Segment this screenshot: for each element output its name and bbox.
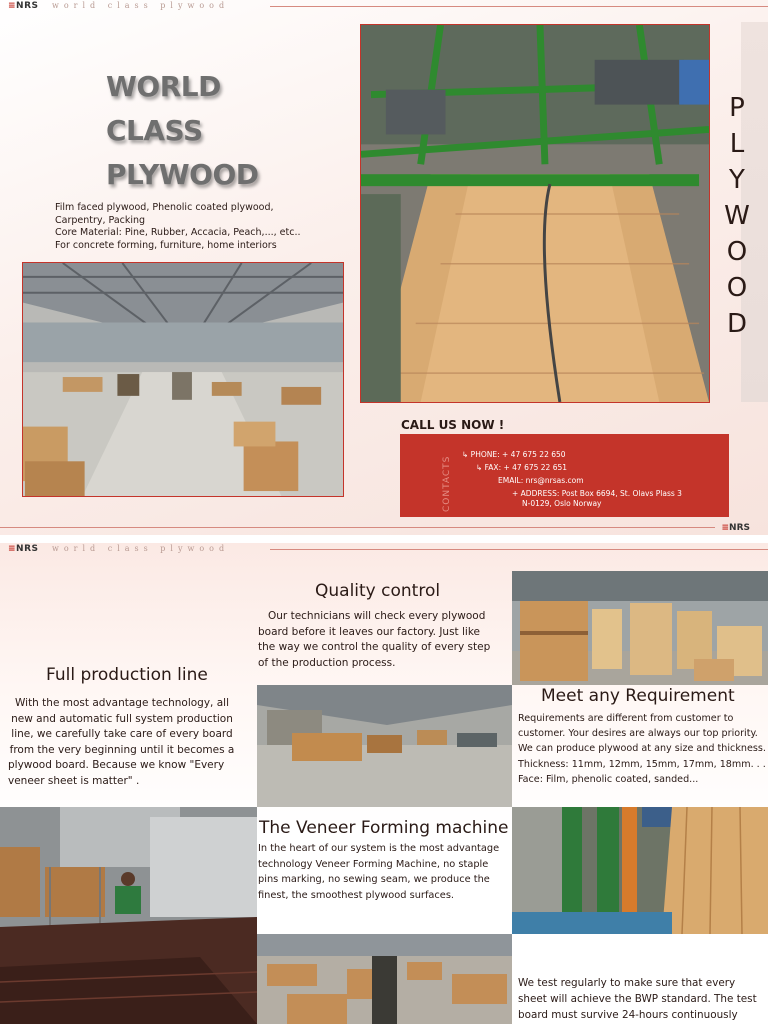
text-line: plywood board. Because we know "Every	[8, 759, 225, 771]
brand-logo: ≡NRS	[8, 544, 39, 554]
header-rule	[270, 549, 768, 550]
text-line: finest, the smoothest plywood surfaces.	[258, 889, 455, 901]
text-line: customer. Your desires are always our top priority.	[518, 728, 758, 740]
address-icon: +	[512, 489, 521, 498]
quality-control-text	[258, 609, 508, 671]
vertical-letter: Y	[729, 165, 745, 195]
text-line: Face: Film, phenolic coated, sanded...	[518, 773, 699, 785]
header-rule	[270, 6, 768, 7]
call-us-heading: CALL US NOW !	[401, 418, 505, 432]
full-production-text	[4, 696, 240, 789]
title-line: CLASS	[106, 114, 203, 147]
text-line: the way we control the quality of every step	[258, 641, 491, 653]
factory-hall-photo	[22, 262, 344, 497]
fax-line: ↳ FAX: + 47 675 22 651	[476, 463, 568, 472]
address-line: + ADDRESS: Post Box 6694, St. Olavs Plass 3	[512, 489, 682, 498]
brand-tagline: world class plywood	[52, 544, 230, 553]
page-divider	[0, 535, 768, 543]
plywood-machine-photo	[360, 24, 710, 403]
title-line: WORLD	[106, 70, 221, 103]
vertical-word-plywood	[722, 90, 752, 342]
footer-rule	[0, 527, 715, 528]
text-line: line, we carefully take care of every board	[11, 728, 233, 740]
footer-bar	[0, 523, 768, 535]
veneer-heading: The Veneer Forming machine	[259, 818, 509, 838]
header-bar	[0, 543, 768, 555]
warehouse-photo	[257, 685, 512, 807]
contact-box	[400, 434, 729, 517]
text-line: With the most advantage technology, all	[15, 697, 229, 709]
page-title	[106, 65, 306, 197]
fax-icon: ↳	[476, 463, 485, 472]
product-description	[55, 202, 355, 252]
text-line: sheet will achieve the BWP standard. The test	[518, 993, 757, 1005]
email-line[interactable]: EMAIL: nrs@nrsas.com	[498, 476, 584, 485]
vertical-letter: W	[724, 201, 750, 231]
requirement-heading: Meet any Requirement	[541, 686, 735, 706]
vertical-letter: P	[729, 93, 745, 123]
quality-control-heading: Quality control	[315, 581, 441, 601]
contacts-side-label: CONTACTS	[442, 455, 452, 512]
phone-line[interactable]: ↳ PHONE: + 47 675 22 650	[462, 450, 566, 459]
production-floor-photo	[257, 934, 512, 1024]
veneer-text	[258, 841, 512, 903]
full-production-heading: Full production line	[46, 665, 208, 685]
text-line: board before it leaves our factory. Just like	[258, 625, 481, 638]
brand-logo: ≡NRS	[8, 1, 39, 11]
text-line: Requirements are different from customer to	[518, 713, 734, 724]
text-line: of the production process.	[258, 656, 396, 669]
text-line: In the heart of our system is the most advantage	[258, 843, 500, 854]
text-line: new and automatic full system production	[11, 712, 233, 725]
text-line: Thickness: 11mm, 12mm, 15mm, 17mm, 18mm. . .	[518, 758, 766, 770]
text-line: We can produce plywood at any size and thickness.	[518, 743, 766, 755]
test-text	[518, 975, 768, 1023]
text-line: Our technicians will check every plywood	[268, 610, 486, 622]
text-line: board must survive 24-hours continuously	[518, 1009, 738, 1021]
text-line: pins marking, no sewing seam, we produce the	[258, 874, 490, 885]
description-line: Film faced plywood, Phenolic coated plywood,	[55, 202, 274, 213]
description-line: Core Material: Pine, Rubber, Accacia, Peach,..., etc..	[55, 227, 301, 238]
description-line: Carpentry, Packing	[55, 214, 146, 226]
requirement-text	[518, 711, 768, 787]
text-line: technology Veneer Forming Machine, no staple	[258, 858, 489, 870]
plywood-stacks-photo	[512, 571, 768, 685]
vertical-letter: D	[726, 309, 748, 339]
footer-logo: ≡NRS	[721, 523, 750, 533]
brochure-page-2	[0, 543, 768, 1024]
description-line: For concrete forming, furniture, home interiors	[55, 239, 277, 251]
title-line: PLYWOOD	[106, 158, 259, 191]
text-line: from the very beginning until it becomes a	[9, 743, 235, 756]
header-bar	[0, 0, 768, 12]
text-line: We test regularly to make sure that every	[518, 977, 736, 989]
vertical-letter: O	[726, 273, 748, 303]
hot-press-photo	[0, 807, 257, 1024]
phone-icon: ↳	[462, 450, 471, 459]
veneer-machine-photo	[512, 807, 768, 934]
address-line-2: N-0129, Oslo Norway	[522, 499, 602, 508]
text-line: veneer sheet is matter" .	[8, 774, 140, 787]
brand-tagline: world class plywood	[52, 1, 230, 10]
vertical-letter: O	[726, 237, 748, 267]
vertical-letter: L	[729, 129, 745, 159]
